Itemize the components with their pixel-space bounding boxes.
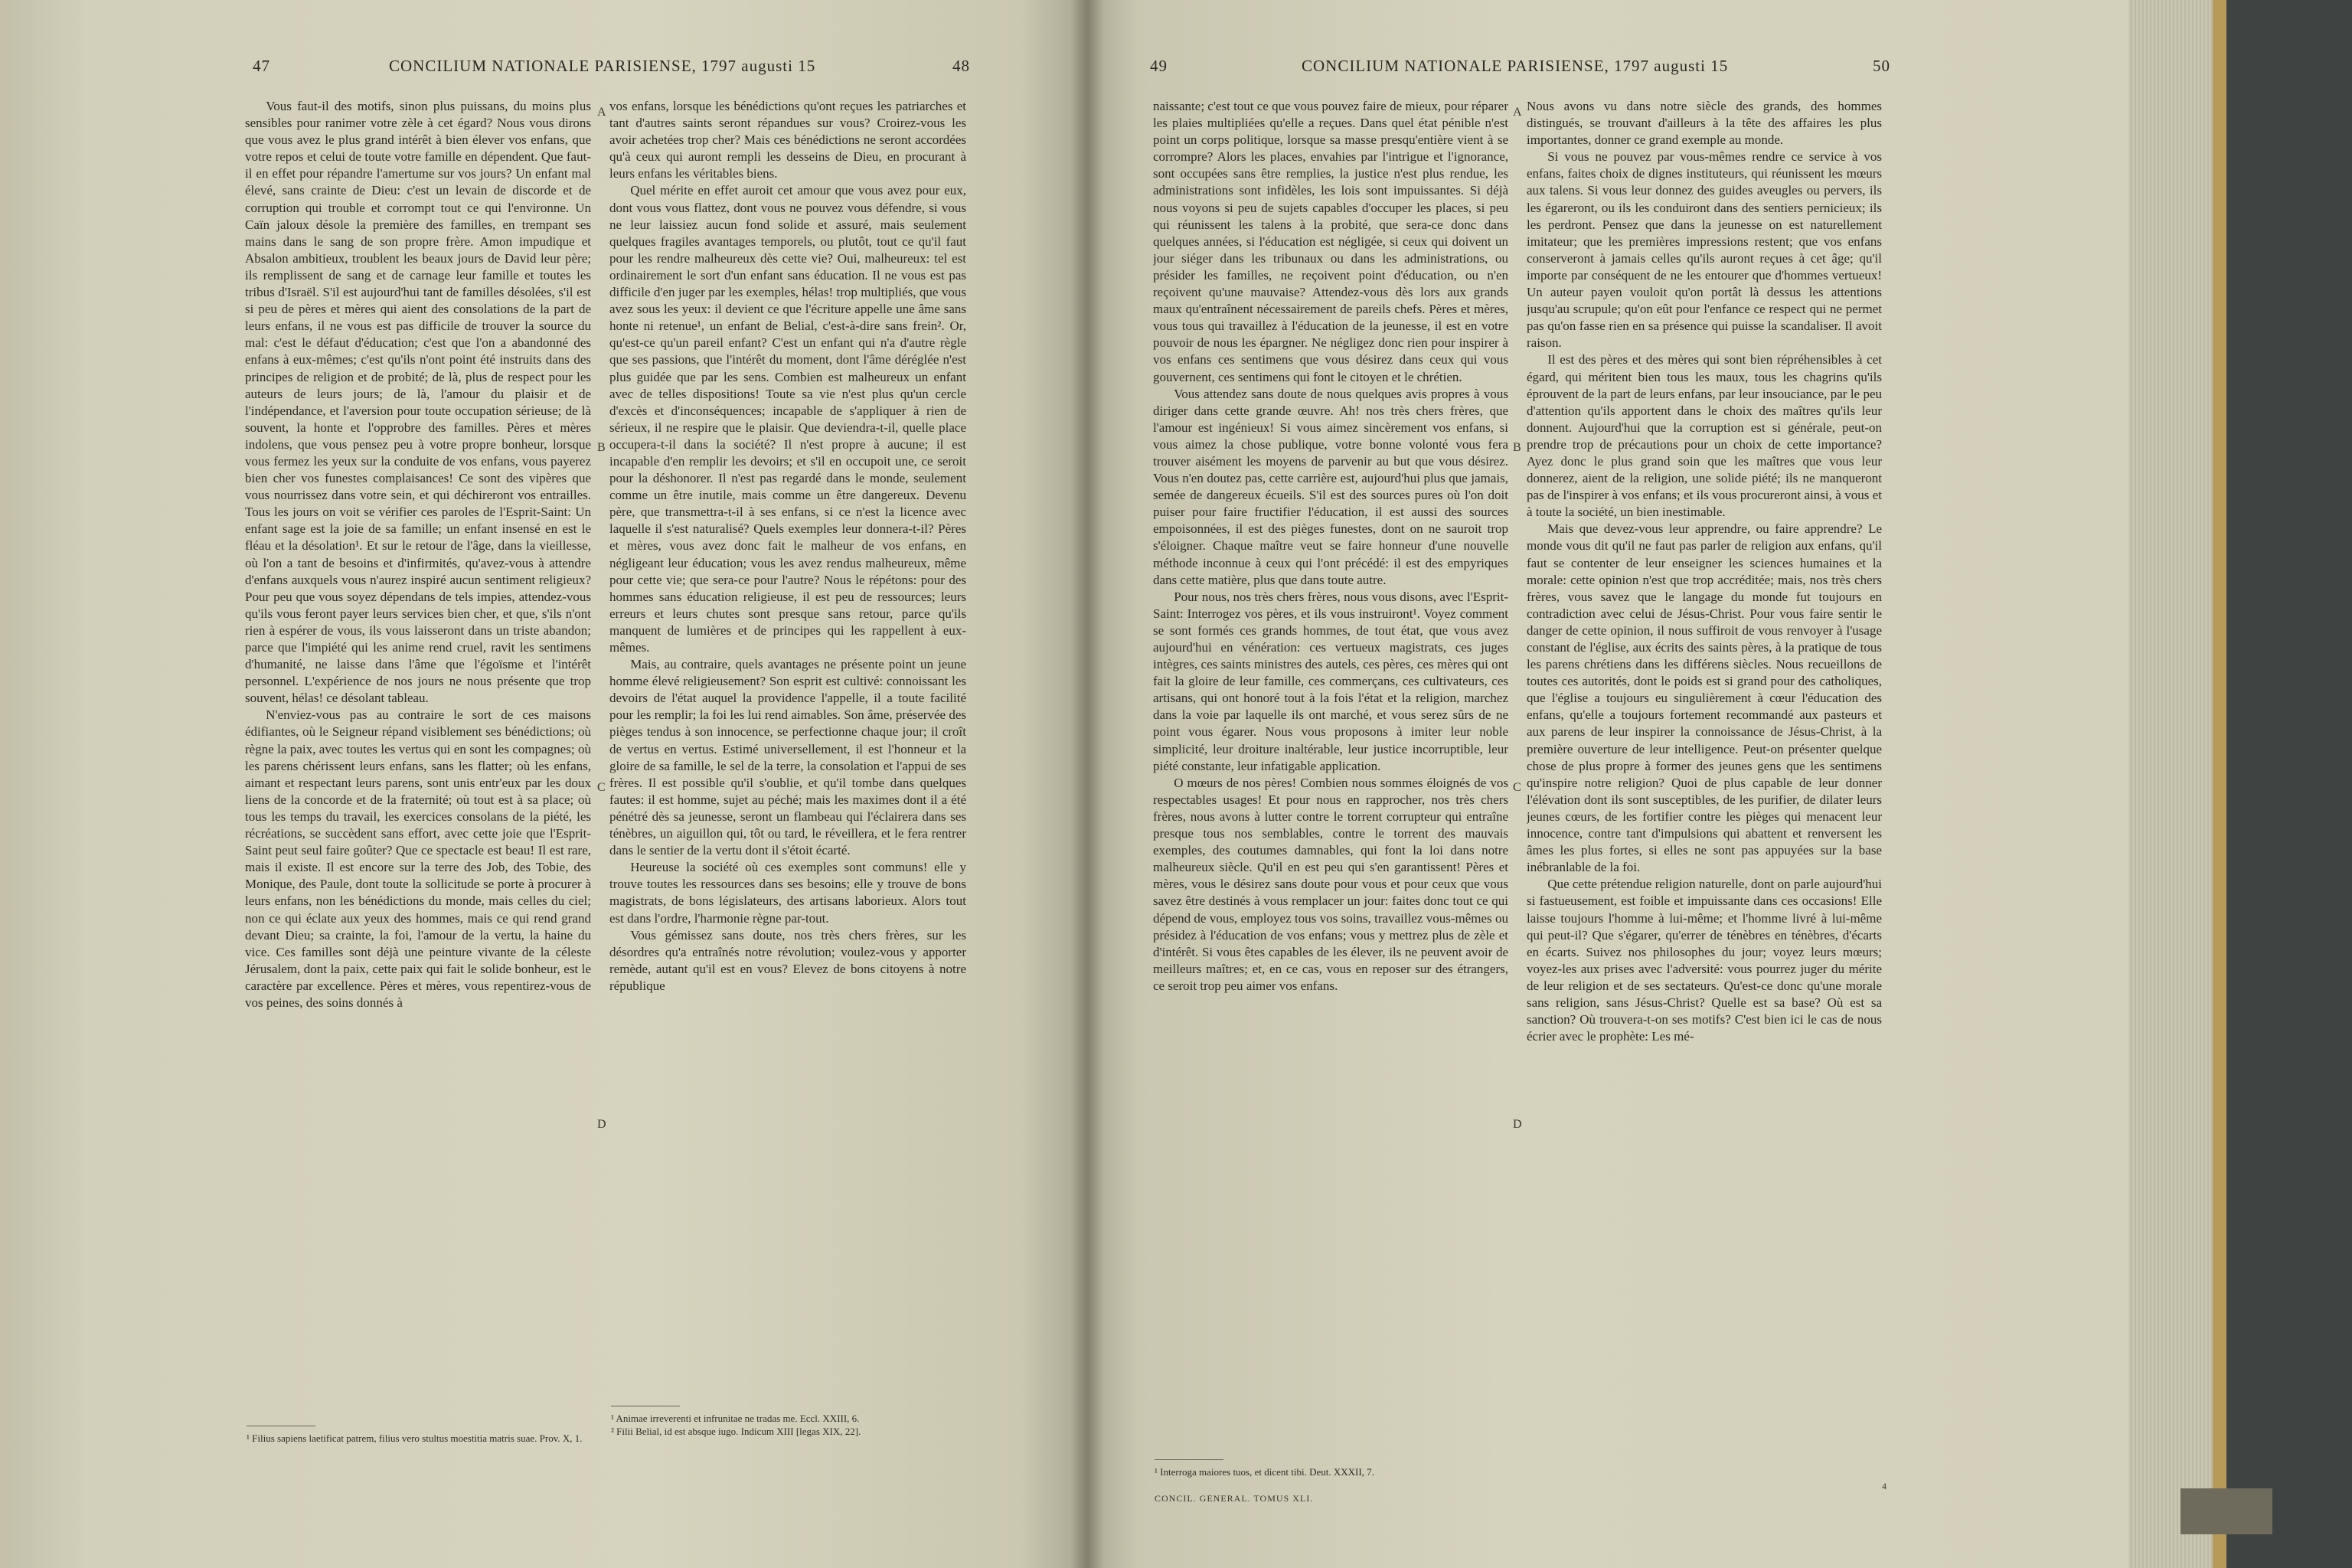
page-number-49: 49	[1150, 57, 1168, 75]
page-number-48: 48	[952, 57, 970, 75]
right-page-column-b	[1527, 98, 1882, 1423]
page-number-50: 50	[1873, 57, 1890, 75]
paragraph: O mœurs de nos pères! Combien nous sommes éloignés de vos respectables usages! Et pour nous en rapprocher, nos très chers frères, nous avons à lutter contre le torrent corrupteur qui entraîne presque tous nos semblables, contre le torrent des mauvais exemples, des coutumes damnables, qui font la loi dans notre malheureux siècle. Qu'il en est peu qui s'en garantissent! Pères et mères, vous le désirez sans doute pour vous et pour ceux que vous savez être destinés à vous remplacer un jour: faites donc tout ce qui dépend de vous, employez tous vos soins, travaillez vous-mêmes ou présidez à l'éducation de vos enfans; vous y mettrez plus de zèle et d'intérêt. Si vous êtes capables de les élever, ils ne peuvent avoir de meilleurs maîtres; et, en ce cas, vous en reposer sur des étrangers, ce seroit trop peu aimer vos enfans.	[1153, 775, 1508, 993]
page-edges	[2128, 0, 2226, 1568]
paragraph: Quel mérite en effet auroit cet amour que vous avez pour eux, dont vous vous flattez, dont vous ne pouvez vous défendre, si vous ne leur laissiez aucun fond solide et assuré, mais seulement quelques fragiles avantages temporels, ou plutôt, tout ce qu'il faut pour les rendre malheureux dès cette vie? Oui, malheureux: tel est ordinairement le sort d'un enfant sans éducation. Il ne vous est pas difficile d'en juger par les exemples, hélas! trop multipliés, que vous avez sous les yeux: il devient ce que l'écriture appelle une âme sans honte ni retenue¹, un enfant de Belial, c'est-à-dire sans frein². Or, qu'est-ce qu'un pareil enfant? C'est un enfant qui n'a d'autre règle que ses passions, que l'intérêt du moment, dont l'âme déréglée n'est plus guidée que par les sens. Combien est malheureux un enfant avec de telles dispositions! Toute sa vie n'est plus qu'un cercle d'excès et d'inconséquences; incapable de s'appliquer à rien de sérieux, il ne respire que le plaisir. Que deviendra-t-il, quelle place occupera-t-il dans la société? Il n'est propre à aucune; il est incapable d'en remplir les devoirs; et s'il en occupoit une, ce seroit pour la déshonorer. Il n'est pas regardé dans le monde, seulement comme un être inutile, mais comme un être dangereux. Devenu père, que transmettra-t-il à ses enfans, si ce n'est la licence avec laquelle il s'est naturalisé? Quels exemples leur donnera-t-il? Pères et mères, vous avez donc fait le malheur de vos enfans, en négligeant leur éducation; vous les avez rendus malheureux, même pour cette vie; que sera-ce pour l'autre? Nous le répétons: pour des hommes sans éducation religieuse, il est peu de ressources; leurs erreurs et leurs chutes sont presque sans retour, parce qu'ils manquent de lumières et de principes qui les rappellent à eux-mêmes.	[609, 183, 966, 655]
margin-marker-d: D	[597, 1118, 606, 1131]
footnote-line: ² Filii Belial, id est absque iugo. Indicum XIII [legas XIX, 22].	[611, 1426, 861, 1437]
footnote-line: ¹ Animae irreverenti et infrunitae ne tradas me. Eccl. XXIII, 6.	[611, 1413, 860, 1424]
margin-marker-a: A	[1513, 106, 1522, 119]
footnote-right-a: ¹ Interroga maiores tuos, et dicent tibi. Deut. XXXII, 7.	[1155, 1466, 1374, 1478]
left-page	[0, 0, 1086, 1568]
paragraph: N'enviez-vous pas au contraire le sort de ces maisons édifiantes, où le Seigneur répand visiblement ses bénédictions; où règne la paix, avec toutes les vertus qui en sont les compagnes; où les parens chérissent leurs enfans, sans les flatter; où les enfans, aimant et respectant leurs parens, sont unis entr'eux par les doux liens de la concorde et de la fraternité; où tout est à sa place; où tous les temps du travail, les exercices consolans de la piété, les récréations, se succèdent sans effort, avec cette joie que l'Esprit-Saint peut seul faire goûter? Que ce spectacle est beau! Il est rare, mais il existe. Il est encore sur la terre des Job, des Tobie, des Monique, des Paule, dont toute la sollicitude se porte à procurer à leurs enfans, non les bénédictions du monde, mais celles du ciel; non ce qui éclate aux yeux des hommes, mais ce qui rend grand devant Dieu; sa crainte, la foi, l'amour de la vertu, la haine du vice. Ces familles sont déjà une peinture vivante de la céleste Jérusalem, dont la paix, cette paix qui fait le solide bonheur, est le caractère par excellence. Pères et mères, vous repentirez-vous de vos peines, des soins donnés à	[245, 707, 591, 1010]
paragraph: Il est des pères et des mères qui sont bien répréhensibles à cet égard, qui méritent bien tous les maux, tous les chagrins qu'ils éprouvent de la part de leurs enfans, par leur insouciance, par le peu d'attention qu'ils apportent dans le choix des maîtres qu'ils leur donnent. Aujourd'hui que la corruption est si générale, peut-on prendre trop de précautions pour un choix de cette importance? Ayez donc le plus grand soin que les maîtres que vous leur donnerez, aient de la religion, une solide piété; ils ne manqueront pas de l'inspirer à vos enfans; et ils vous procureront ainsi, à vous et à toute la société, un bien inestimable.	[1527, 352, 1882, 520]
running-title: CONCILIUM NATIONALE PARISIENSE, 1797 augusti 15	[1302, 57, 1729, 75]
footnote-left-b	[611, 1412, 963, 1438]
paragraph: Vous gémissez sans doute, nos très chers frères, sur les désordres qu'a entraînés notre révolution; voulez-vous y apporter remède, autant qu'il est en vous? Elevez de bons citoyens à notre république	[609, 927, 966, 993]
margin-marker-b: B	[1513, 441, 1521, 454]
right-page-header	[1086, 57, 2128, 87]
left-page-column-a	[245, 98, 591, 1423]
margin-marker-d: D	[1513, 1118, 1522, 1131]
margin-marker-c: C	[1513, 781, 1521, 794]
paragraph: Mais que devez-vous leur apprendre, ou faire apprendre? Le monde vous dit qu'il ne faut pas parler de religion aux enfans, qu'il faut se contenter de leur enseigner les sciences humaines et la morale: cette opinion n'est que trop accréditée; mais, nos très chers frères, vous savez que le langage du monde fut toujours en contradiction avec celui de Jésus-Christ. Pour vous faire sentir le danger de cette opinion, il nous suffiroit de vous renvoyer à l'usage constant de l'église, aux écrits des saints pères, à la pratique de tous les parens chrétiens dans les différens siècles. Nous recueillons de toutes ces autorités, dont le poids est si grand pour des catholiques, que l'église a toujours eu singulièrement à cœur l'éducation des enfans, qu'elle a toujours fortement recommandé aux pasteurs et aux parens de leur inspirer la connoissance de Jésus-Christ, à la première ouverture de leur intelligence. Peut-on présenter quelque chose de plus propre à former des jeunes gens que les sentimens qu'inspire notre religion? Quoi de plus capable de leur donner l'élévation dont ils sont susceptibles, de les purifier, de dilater leurs jeunes cœurs, de les fortifier contre les pièges qui menacent leur innocence, contre tant d'impulsions qui abattent et renversent les âmes les plus fortes, si elles ne sont pas appuyées sur la base inébranlable de la foi.	[1527, 521, 1882, 875]
paragraph: Mais, au contraire, quels avantages ne présente point un jeune homme élevé religieusement? Son esprit est cultivé: connoissant les devoirs de l'état auquel la providence l'appelle, il a toute facilité pour les remplir; la foi les lui rend aimables. Son âme, préservée des pièges tendus à son innocence, se perfectionne chaque jour; il croît de vertus en vertus. Estimé universellement, il est l'honneur et la gloire de sa famille, le sel de la terre, la consolation et l'appui de ses frères. Il est possible qu'il s'oublie, et qu'il tombe dans quelques fautes: il est homme, sujet au péché; mais les maximes dont il a été pénétré dès sa jeunesse, seront un flambeau qui l'éclairera dans ses ténèbres, un aiguillon qui, tôt ou tard, le réveillera, et le fera rentrer dans le sentier de la vertu dont il s'étoit écarté.	[609, 657, 966, 858]
margin-marker-b: B	[597, 441, 606, 454]
paragraph: Que cette prétendue religion naturelle, dont on parle aujourd'hui si fastueusement, est foible et impuissante dans ces occasions! Elle laisse toujours l'homme à lui-même; et l'homme livré à lui-même qui peut-il? Que s'égarer, qu'errer de ténèbres en ténèbres, d'écarts en écarts. Suivez nos philosophes du jour; voyez leurs mœurs; voyez-les aux prises avec l'adversité: vous pourrez juger du mérite de leur religion et de ses sectateurs. Qu'est-ce donc qu'une morale sans religion, sans Jésus-Christ? Quelle est sa base? Où est sa sanction? Où trouvera-t-on ses motifs? C'est bien ici le cas de nous écrier avec le prophète: Les mé-	[1527, 877, 1882, 1044]
paragraph: Si vous ne pouvez par vous-mêmes rendre ce service à vos enfans, faites choix de dignes instituteurs, qui réunissent les mœurs aux talens. Si vous leur donnez des guides aveugles ou pervers, ils les égareront, ou ils les conduiront dans des sentiers pernicieux; ils les perdront. Pensez que dans la jeunesse on est naturellement imitateur; que les premières impressions restent; que vos enfans conserveront à jamais celles qu'ils auront reçues à cet âge; qu'il importe par conséquent de ne les entourer que d'hommes vertueux! Un auteur payen vouloit qu'on portât là dessus les attentions jusqu'au scrupule; qu'on eût pour l'enfance ce respect qui ne permet pas qu'on fasse rien en sa présence qui puisse la scandaliser. Il avoit raison.	[1527, 149, 1882, 351]
paragraph: Heureuse la société où ces exemples sont communs! elle y trouve toutes les ressources dans ses besoins; elle y trouve de bons magistrats, de bons législateurs, des artisans laborieux. Alors tout est dans l'ordre, l'harmonie règne par-tout.	[609, 860, 966, 926]
paragraph: Pour nous, nos très chers frères, nous vous disons, avec l'Esprit-Saint: Interrogez vos pères, et ils vous instruiront¹. Voyez comment se sont formés ces grands hommes, de tout état, que vous avez aujourd'hui en vénération: ces vertueux magistrats, ces juges intègres, ces saints ministres des autels, ces pères, ces mères qui ont fait la gloire de leur famille, ces commerçans, ces cultivateurs, ces artisans, qui ont honoré tout à la fois l'état et la religion, marchez dans la voie par laquelle ils ont marché, et vous serez sûrs de ne point vous égarer. Nous vous proposons à imiter leur noble simplicité, leur droiture inaltérable, leur justice incorruptible, leur piété constante, leur infatigable application.	[1153, 589, 1508, 773]
paragraph: Vous faut-il des motifs, sinon plus puissans, du moins plus sensibles pour ranimer votre zèle à cet égard? Nous vous dirons que vous avez le plus grand intérêt à bien élever vos enfans, que votre repos et celui de toute votre famille en dépendent. Que faut-il en effet pour répandre l'amertume sur vos jours? Un enfant mal élevé, sans crainte de Dieu: c'est un levain de discorde et de corruption qui trouble et corrompt tout ce qui l'environne. Un Caïn jaloux désole la première des familles, en trempant ses mains dans le sang de son propre frère. Amon impudique et Absalon ambitieux, troublent les beaux jours de David leur père; ils remplissent de sang et de carnage leur famille et toutes les tribus d'Israël. S'il est aujourd'hui tant de familles désolées, s'il est si peu de pères et mères qui aient des consolations de la part de leurs enfans, il ne vous est pas difficile de trouver la source du mal: c'est le défaut d'éducation; c'est que l'on a abandonné des enfans à eux-mêmes; c'est qu'ils n'ont point été instruits dans des principes de religion et de probité; de là, plus de respect pour les auteurs de leurs jours; de là, l'amour du plaisir et de l'indépendance, et l'aversion pour toute occupation sérieuse; de là souvent, la honte et l'opprobre des familles. Pères et mères indolens, que vous pensez peu à votre propre bonheur, lorsque vous fermez les yeux sur la conduite de vos enfans, vous payerez bien cher vos funestes complaisances! Ce sont des vipères que vous nourrissez dans votre sein, et qui déchireront vos entrailles. Tous les jours on voit se vérifier ces paroles de l'Esprit-Saint: Un enfant sage est la joie de sa famille; un enfant insensé en est le fléau et la désolation¹. Et sur le retour de l'âge, dans la vieillesse, où l'on a tant de besoins et d'infirmités, qu'avez-vous à attendre d'enfans auxquels vous n'aurez inspiré aucun sentiment religieux? Pour peu que vous soyez dépendans de tels impies, attendez-vous qu'ils vous feront payer leurs services bien cher, et que, s'ils n'ont rien à espérer de vous, ils vous laisseront dans un triste abandon; parce que l'impiété qui les anime rend cruel, ravit les sentimens d'humanité, ne laisse dans l'âme que l'égoïsme et l'intérêt personnel. L'expérience de nos jours ne nous présente que trop souvent, hélas! ce désolant tableau.	[245, 99, 591, 706]
margin-marker-c: C	[597, 781, 606, 794]
book-gutter	[1070, 0, 1104, 1568]
margin-marker-a: A	[597, 106, 606, 119]
signature-number: 4	[1882, 1481, 1887, 1491]
corner-tag	[2180, 1488, 2272, 1534]
footnote-left-a: ¹ Filius sapiens laetificat patrem, filius vero stultus moestitia matris suae. Prov. X, 1.	[247, 1432, 583, 1444]
running-title: CONCILIUM NATIONALE PARISIENSE, 1797 augusti 15	[389, 57, 816, 75]
paragraph: Nous avons vu dans notre siècle des grands, des hommes distingués, se trouvant d'ailleurs à la tête des affaires les plus importantes, donner ce grand exemple au monde.	[1527, 99, 1882, 148]
right-page	[1086, 0, 2128, 1568]
paragraph: vos enfans, lorsque les bénédictions qu'ont reçues les patriarches et tant d'autres saints seront répandues sur vous? Croirez-vous les avoir achetées trop cher? Mais ces bénédictions ne seront accordées qu'à ceux qui auront rempli les desseins de Dieu, en procurant à leurs enfans les véritables biens.	[609, 99, 966, 181]
page-number-47: 47	[253, 57, 270, 75]
left-page-column-b	[609, 98, 966, 1423]
signature-line: CONCIL. GENERAL. TOMUS XLI.	[1155, 1493, 1314, 1504]
paragraph: naissante; c'est tout ce que vous pouvez faire de mieux, pour réparer les plaies multipliées qu'elle a reçues. Dans quel état pénible n'est point un corps politique, lorsque sa masse presqu'entière vient à se corrompre? Alors les places, envahies par l'intrigue et l'ignorance, sont occupées sans être remplies, la justice n'est plus rendue, les administrations sont infidèles, les lois sont impuissantes. Si déjà nous voyons si peu de sujets capables d'occuper les places, si peu qui réunissent les talens à la probité, que sera-ce donc dans quelques années, si l'éducation est négligée, si ceux qui doivent un jour siéger dans les tribunaux ou dans les administrations, ou présider les familles, ne reçoivent point d'éducation, ou n'en reçoivent qu'une mauvaise? Attendez-vous dès lors aux grands maux qu'entraînent nécessairement de pareils chefs. Pères et mères, vous tous qui travaillez à l'éducation de la jeunesse, il est en votre pouvoir de nous les épargner. Ne négligez donc rien pour inspirer à vos enfans ces sentimens que vous désirez dans ceux qui vous gouvernent, ces sentimens qui font le citoyen et le chrétien.	[1153, 99, 1508, 384]
left-page-header	[0, 57, 1086, 87]
footnote-rule	[1155, 1459, 1223, 1460]
right-page-column-a	[1153, 98, 1508, 1423]
book-cover	[2226, 0, 2352, 1568]
paragraph: Vous attendez sans doute de nous quelques avis propres à vous diriger dans cette grande œuvre. Ah! nos très chers frères, que l'amour est ingénieux! Si vous aimez sincèrement vos enfans, si vous aimez la chose publique, votre bonne volonté vous fera trouver aisément les moyens de parvenir au but que vous désirez. Vous n'en doutez pas, cette carrière est, aujourd'hui plus que jamais, semée de dangereux écueils. S'il est des sources pures où l'on doit puiser pour faire fructifier l'éducation, il est aussi des sources empoisonnées, il est des pièges funestes, dont on ne sauroit trop s'éloigner. Chaque maître veut se faire honneur d'une nouvelle méthode inconnue à ceux qui l'ont précédé: il est des empyriques dans cette matière, plus que dans toute autre.	[1153, 386, 1508, 587]
